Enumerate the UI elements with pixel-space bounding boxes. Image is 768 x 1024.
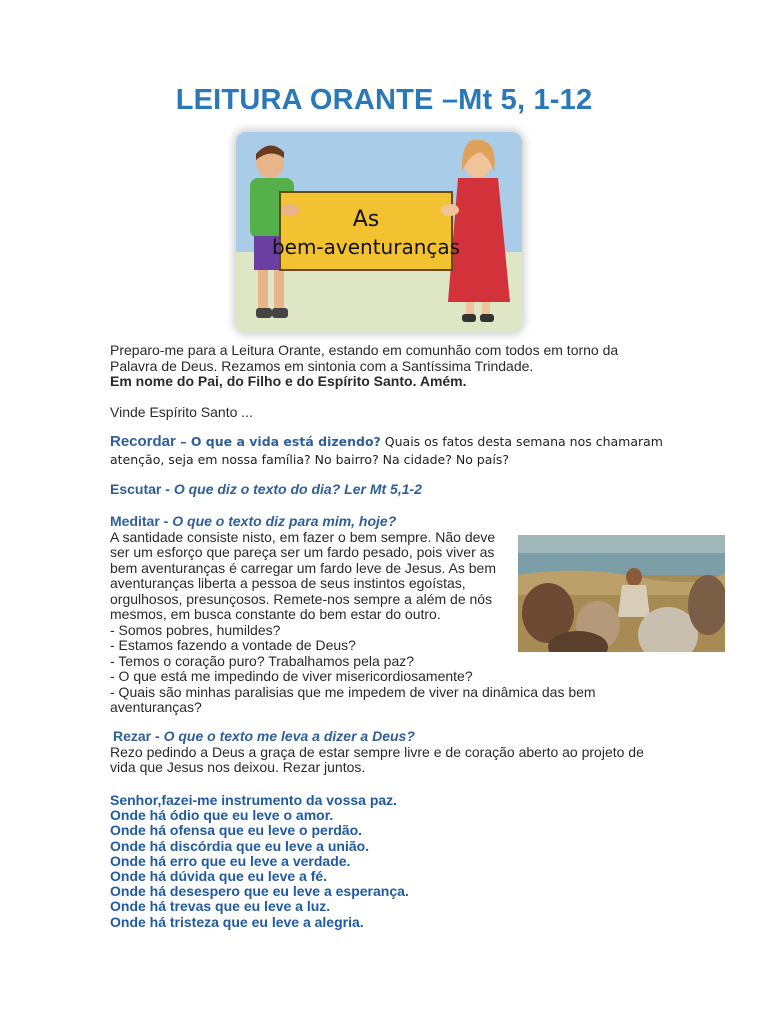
meditar-line: aventuranças liberta a pessoa de seus instintos egoístas, [110, 575, 466, 591]
intro-paragraph [110, 343, 618, 390]
rezar-section [110, 729, 644, 776]
bem-aventurancas-illustration [236, 132, 522, 332]
meditar-question-item: - Temos o coração puro? Trabalhamos pela paz? [110, 652, 415, 669]
recordar-section [110, 434, 663, 467]
meditar-line: A santidade consiste nisto, em fazer o bem sempre. Não deve [110, 528, 496, 545]
meditar-question-item: - Estamos fazendo a vontade de Deus? [110, 637, 356, 653]
prayer-line: Onde há ódio que eu leve o amor. [110, 807, 334, 824]
meditar-question-item: - O que está me impedindo de viver misericordiosamente? [110, 668, 473, 684]
jesus-teaching-photo [518, 535, 725, 652]
escutar-section [110, 482, 422, 498]
rezar-question: O que o texto me leva a dizer a Deus? [163, 728, 415, 744]
intro-line: Palavra de Deus. Rezamos em sintonia com a Santíssima Trindade. [110, 357, 534, 374]
rezar-label: Rezar - [113, 728, 164, 744]
prayer-line: Senhor,fazei-me instrumento da vossa paz. [110, 792, 398, 808]
meditar-line: orgulhosos, presunçosos. Remete-nos sempre a além de nós [110, 590, 493, 607]
trinity-invocation: Em nome do Pai, do Filho e do Espírito Santo. Amém. [110, 373, 467, 389]
meditar-label: Meditar - [110, 513, 173, 529]
escutar-label: Escutar - [110, 481, 174, 497]
meditar-line: ser um esforço que pareça ser um fardo pesado, pois viver as [110, 544, 495, 560]
sign-text-line1: As [352, 207, 380, 232]
vinde-espirito: Vinde Espírito Santo ... [110, 404, 253, 420]
escutar-question: O que diz o texto do dia? Ler Mt 5,1-2 [173, 481, 422, 497]
page-title: LEITURA ORANTE –Mt 5, 1-12 [175, 84, 593, 116]
prayer-line: Onde há ofensa que eu leve o perdão. [110, 822, 363, 839]
prayer-of-saint-francis [110, 793, 409, 930]
rezar-line: vida que Jesus nos deixou. Rezar juntos. [110, 759, 366, 775]
recordar-label: Recordar [110, 433, 176, 450]
recordar-question: O que a vida está dizendo? [190, 434, 381, 449]
intro-line: Preparo-me para a Leitura Orante, estando em comunhão com todos em torno da [110, 342, 619, 358]
prayer-line: Onde há desespero que eu leve a esperança. [110, 883, 409, 900]
prayer-line: Onde há trevas que eu leve a luz. [110, 898, 331, 915]
prayer-line: Onde há discórdia que eu leve a união. [110, 837, 370, 854]
meditar-question-item: - Quais são minhas paralisias que me impedem de viver na dinâmica das bem [110, 683, 596, 700]
recordar-line2: atenção, seja em nossa família? No bairro? Na cidade? No país? [110, 451, 510, 467]
recordar-dash: – [175, 434, 191, 449]
meditar-line: mesmos, em busca constante do bem estar do outro. [110, 606, 441, 622]
prayer-line: Onde há dúvida que eu leve a fé. [110, 868, 328, 885]
rezar-line: Rezo pedindo a Deus a graça de estar sempre livre e de coração aberto ao projeto de [110, 743, 644, 760]
meditar-question: O que o texto diz para mim, hoje? [172, 513, 397, 529]
meditar-question-item: - Somos pobres, humildes? [110, 621, 281, 638]
prayer-line: Onde há erro que eu leve a verdade. [110, 852, 351, 869]
prayer-line: Onde há tristeza que eu leve a alegria. [110, 913, 364, 930]
sign-text-line2: bem-aventuranças [271, 235, 461, 259]
meditar-question-item: aventuranças? [110, 699, 202, 715]
meditar-line: bem aventuranças é carregar um fardo leve de Jesus. As bem [110, 559, 496, 576]
recordar-rest: Quais os fatos desta semana nos chamaram [380, 434, 663, 449]
